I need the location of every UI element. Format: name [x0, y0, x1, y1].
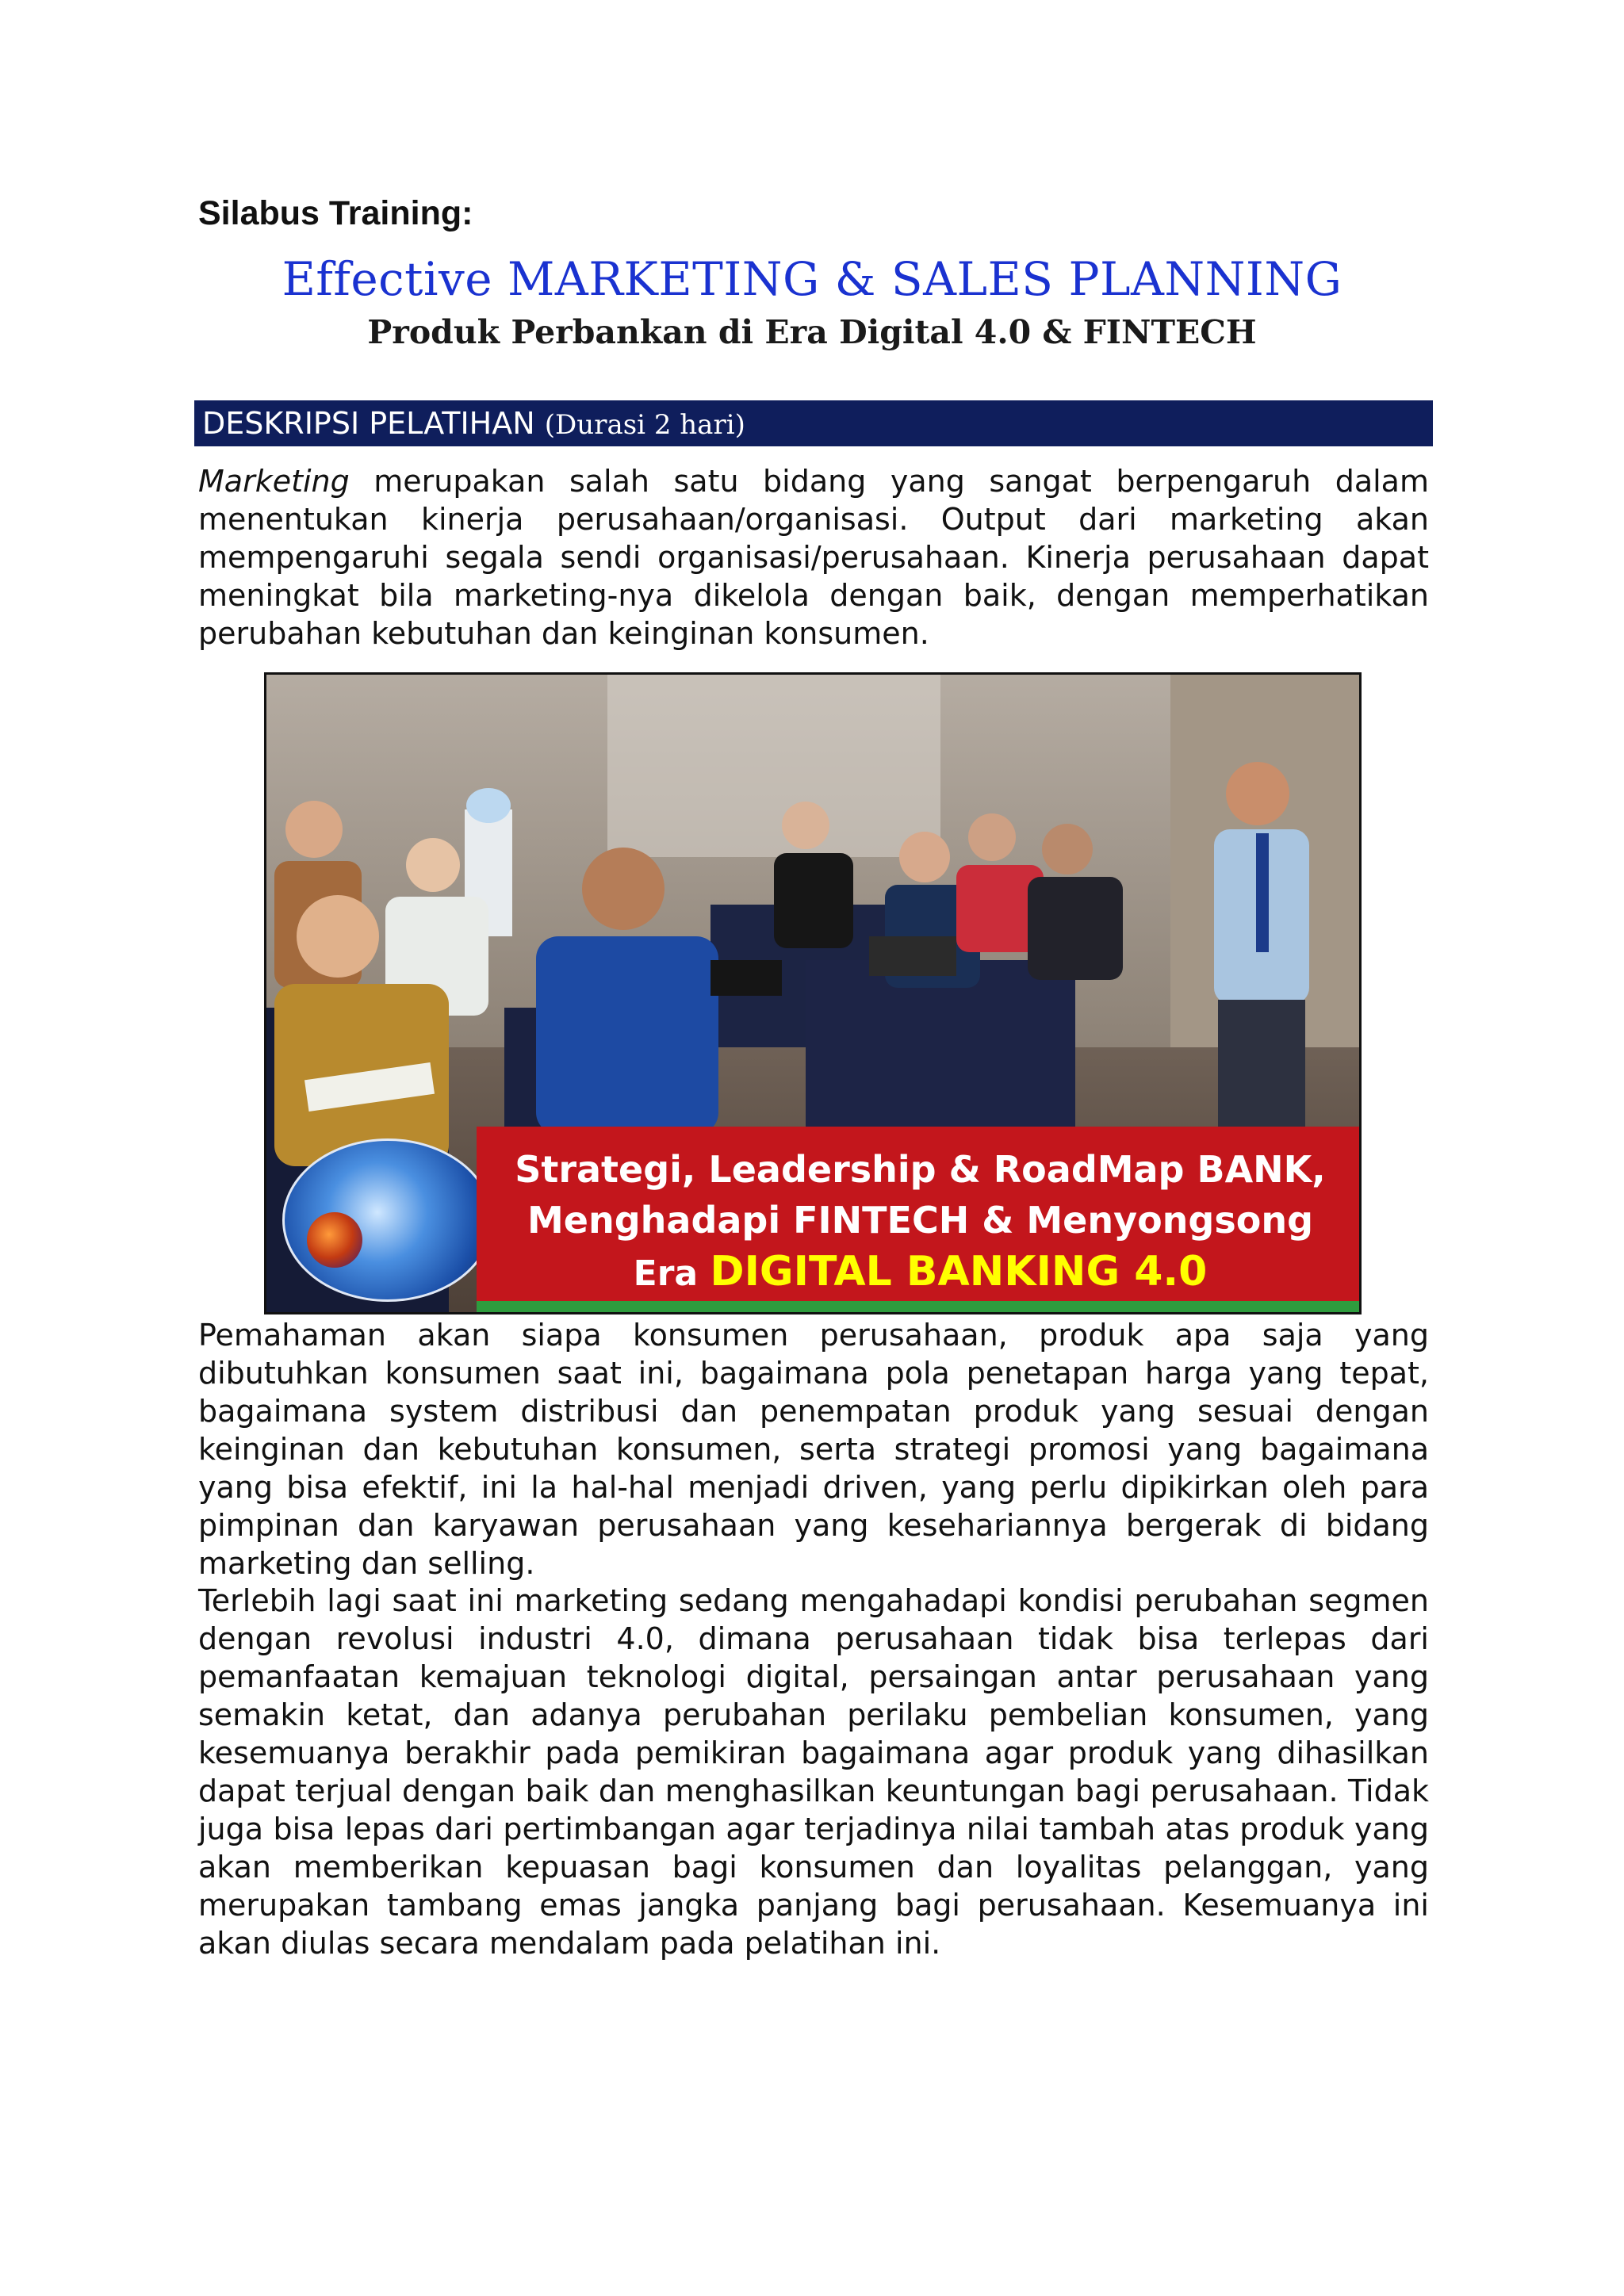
attendee-body-4 [536, 936, 718, 1135]
section-heading: DESKRIPSI PELATIHAN [202, 406, 535, 441]
attendee-head-3 [297, 895, 379, 978]
banner-line-3-prefix: Era [633, 1253, 710, 1294]
document-subtitle: Produk Perbankan di Era Digital 4.0 & FINTECH [367, 313, 1257, 351]
attendee-head-7 [968, 813, 1016, 861]
paragraph-intro [198, 462, 1429, 652]
water-bottle [466, 788, 511, 823]
banner-line-2: Menghadapi FINTECH & Menyongsong [527, 1199, 1313, 1242]
laptop [869, 936, 956, 976]
attendee-head-1 [285, 801, 343, 858]
syllabus-label: Silabus Training: [198, 194, 473, 232]
attendee-head-8 [1042, 824, 1093, 874]
attendee-head-2 [406, 838, 460, 892]
paragraph-consumer: Pemahaman akan siapa konsumen perusahaan, produk apa saja yang dibutuhkan konsumen saat ini, bagaimana pola penetapan harga yang tepat, bagaimana system distribusi dan penempatan produk yang sesuai dengan keinginan dan kebutuhan konsumen, serta strategi promosi yang bagaimana yang bisa efektif, ini la hal-hal menjadi driven, yang perlu dipikirkan oleh para pimpinan dan karyawan perusahaan yang kesehariannya bergerak di bidang marketing dan selling. [198, 1318, 1429, 1581]
presenter-tie [1256, 833, 1269, 952]
attendee-head-4 [582, 848, 665, 930]
banner-line-1: Strategi, Leadership & RoadMap BANK, [515, 1148, 1326, 1191]
section-heading-bar [194, 400, 1433, 446]
paragraph-intro-text: merupakan salah satu bidang yang sangat berpengaruh dalam menentukan kinerja perusahaan/organisasi. Output dari marketing akan mempengaruhi segala sendi organisasi/perusahaan. Kinerja perusahaan dapat meningkat bila marketing-nya dikelola dengan baik, dengan memperhatikan perubahan kebutuhan dan keinginan konsumen. [198, 464, 1429, 651]
globe-icon [307, 1212, 362, 1268]
attendee-body-5 [774, 853, 853, 948]
presenter-head [1226, 762, 1289, 825]
room-window-light [607, 675, 940, 857]
paragraph-intro-lead: Marketing [198, 464, 350, 499]
attendee-body-8 [1028, 877, 1123, 980]
projector [710, 960, 782, 996]
section-duration: (Durasi 2 hari) [544, 409, 745, 441]
banner-bottom-strip [477, 1301, 1362, 1314]
paragraph-industry: Terlebih lagi saat ini marketing sedang mengahadapi kondisi perubahan segmen dengan revolusi industri 4.0, dimana perusahaan tidak bisa terlepas dari pemanfaatan kemajuan teknologi digital, persaingan antar perusahaan yang semakin ketat, dan adanya perubahan perilaku pembelian konsumen, yang kesemuanya berakhir pada pemikiran bagaimana agar produk yang dihasilkan dapat terjual dengan baik dan menghasilkan keuntungan bagi perusahaan. Tidak juga bisa lepas dari pertimbangan agar terjadinya nilai tambah atas produk yang akan memberikan kepuasan bagi konsumen dan loyalitas pelanggan, yang merupakan tambang emas jangka panjang bagi perusahaan. Kesemuanya ini akan diulas secara mendalam pada pelatihan ini. [198, 1583, 1429, 1961]
photo-banner [477, 1127, 1362, 1314]
speaker-logo [282, 1138, 493, 1302]
banner-line-3 [477, 1246, 1362, 1300]
attendee-head-5 [782, 802, 829, 849]
document-title: Effective MARKETING & SALES PLANNING [282, 252, 1342, 306]
banner-line-3-highlight: DIGITAL BANKING 4.0 [710, 1248, 1208, 1295]
training-photo [264, 672, 1362, 1314]
attendee-head-6 [899, 832, 950, 882]
